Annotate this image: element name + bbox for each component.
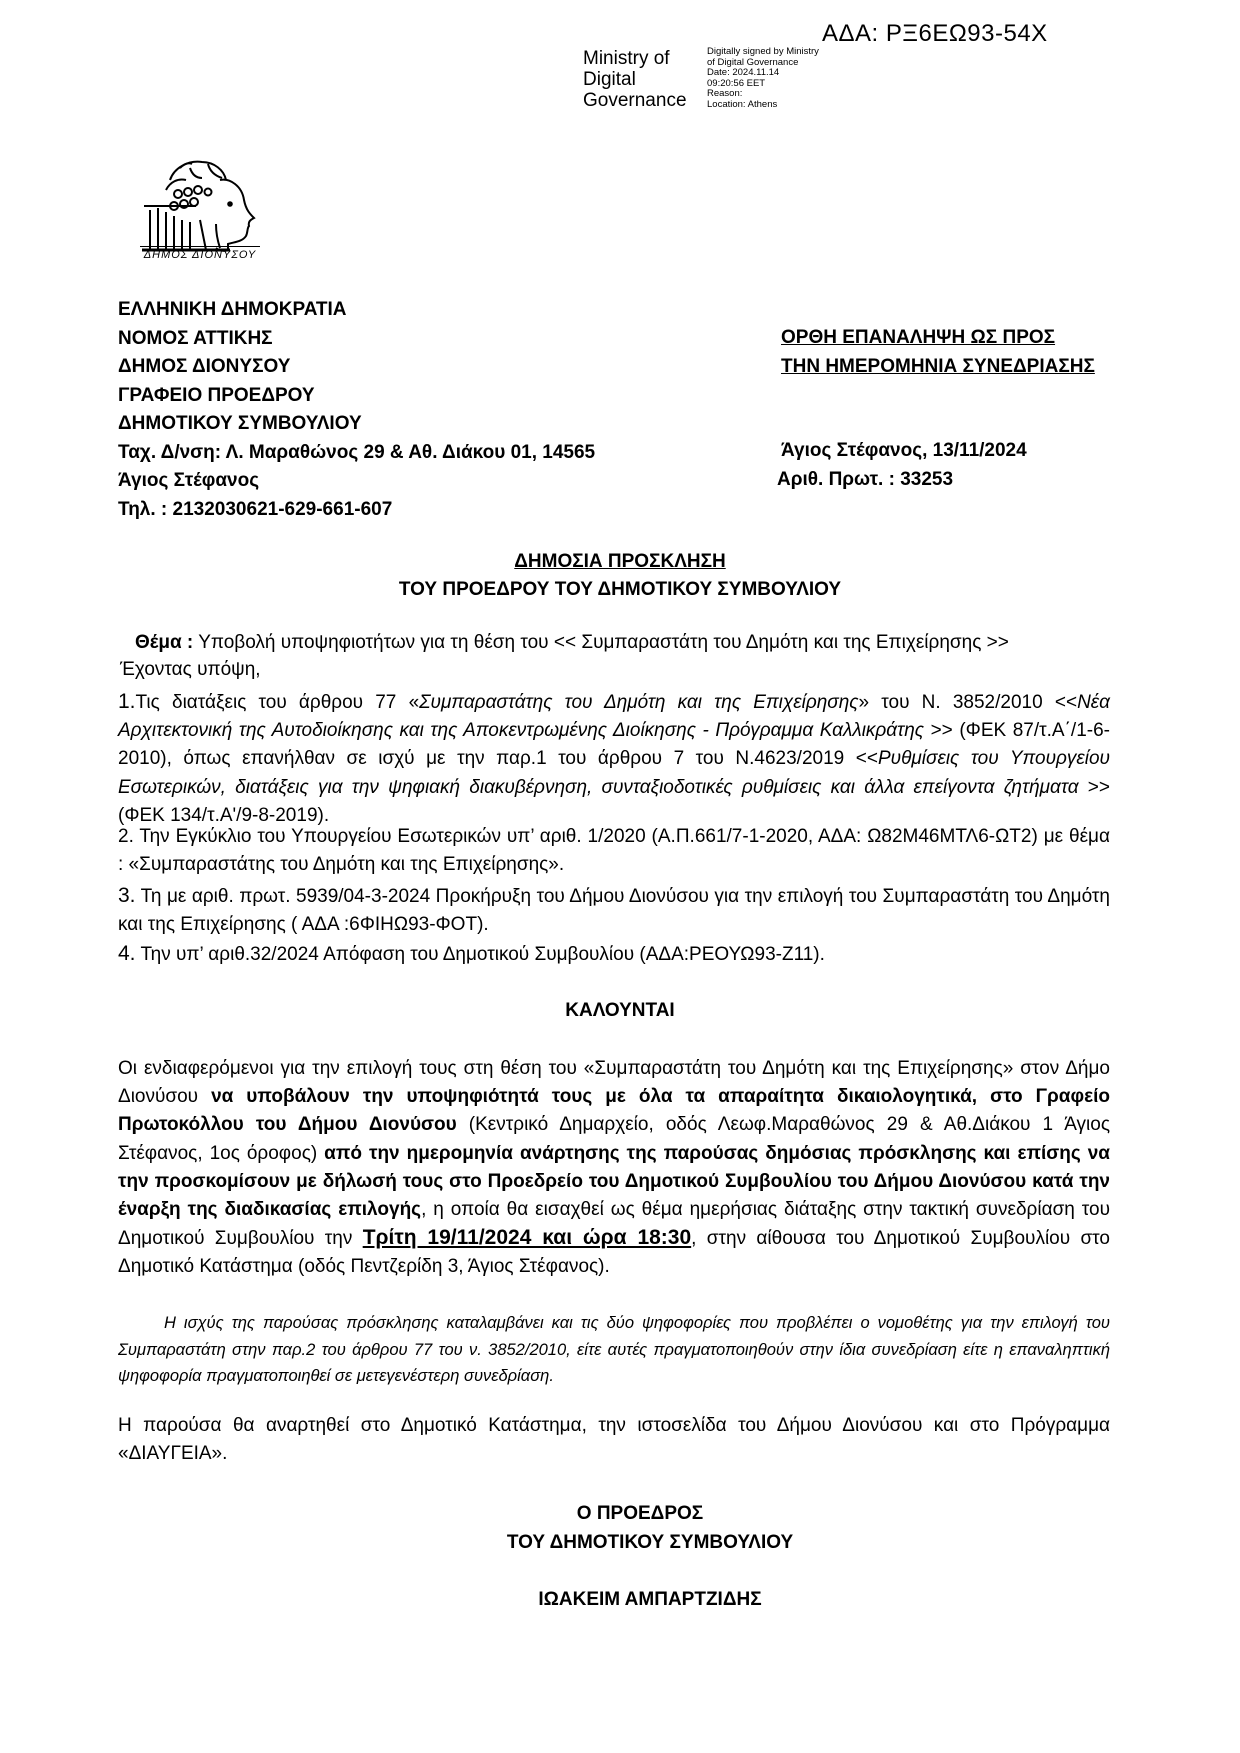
item-number: 3. bbox=[118, 884, 136, 907]
main-text: (Κεντρικό Δημαρχείο, οδός Λεωφ.Μαραθώνος 29 & Αθ.Διάκου 1 Άγιος Στέφανος, 1ος όροφος) bbox=[118, 1114, 1110, 1164]
signature-detail: 09:20:56 EET bbox=[707, 77, 766, 89]
subject-label: Θέμα : bbox=[135, 632, 194, 653]
reference-item-3 bbox=[118, 882, 1110, 939]
main-text-bold: από την ημερομηνία ανάρτησης της παρούσας δημόσιας πρόσκλησης και επίσης να την προσκομίσουν με δήλωσή τους στο Προεδρείο του Δημοτικού Συμβουλίου του Δήμου Διονύσου κατά την έναρξη της διαδικασίας επιλογής bbox=[118, 1142, 1110, 1221]
correction-line: ΟΡΘΗ ΕΠΑΝΑΛΗΨΗ ΩΣ ΠΡΟΣ bbox=[781, 327, 1056, 348]
signer-line: Ministry of bbox=[583, 48, 670, 69]
item-text: >> (ΦΕΚ 87/τ.Α΄/1-6-2010), όπως επανήλθαν σε ισχύ με την παρ.1 του άρθρου 7 του Ν.4623/2019 << bbox=[118, 720, 1110, 770]
item-text: Τη με αριθ. πρωτ. 5939/04-3-2024 Προκήρυξη του Δήμου Διονύσου για την επιλογή του Συμπαραστάτη του Δημότη και της Επιχείρησης ( ΑΔΑ :6ΦΙΗΩ93-ΦΟΤ). bbox=[118, 886, 1110, 936]
validity-note: Η ισχύς της παρούσας πρόσκλησης καταλαμβάνει και τις δύο ψηφοφορίες που προβλέπει ο νομοθέτης για την επιλογή του Συμπαραστάτη στην παρ.2 του άρθρου 77 του ν. 3852/2010, είτε αυτές πραγματοποιηθούν στην ίδια συνεδρίαση είτε η επαναληπτική ψηφοφορία πραγματοποιηθεί σε μετεγενέστερη συνεδρίαση. bbox=[118, 1314, 1110, 1385]
sender-header bbox=[118, 296, 595, 524]
protocol-number: Αριθ. Πρωτ. : 33253 bbox=[777, 468, 954, 490]
digital-signature-signer bbox=[583, 48, 687, 111]
publication-paragraph: Η παρούσα θα αναρτηθεί στο Δημοτικό Κατάστημα, την ιστοσελίδα του Δήμου Διονύσου και στο Πρόγραμμα «ΔΙΑΥΓΕΙΑ». bbox=[118, 1415, 1110, 1465]
correction-line: ΤΗΝ ΗΜΕΡΟΜΗΝΙΑ ΣΥΝΕΔΡΙΑΣΗΣ bbox=[781, 355, 1095, 377]
date-protocol-block bbox=[777, 437, 1027, 494]
signature-detail: Location: Athens bbox=[707, 98, 778, 110]
having-regard: Έχοντας υπόψη, bbox=[120, 659, 261, 680]
item-text: Τις διατάξεις του άρθρου 77 « bbox=[135, 692, 420, 713]
item-text-italic: Νέα Αρχιτεκτονική της Αυτοδιοίκησης και της Αποκεντρωμένης Διοίκησης - Πρόγραμμα Καλλικράτης bbox=[118, 692, 1110, 742]
signer-line: Digital bbox=[583, 69, 636, 90]
reference-item-2: 2. Την Εγκύκλιο του Υπουργείου Εσωτερικών υπ’ αριθ. 1/2020 (Α.Π.661/7-1-2020, ΑΔΑ: Ω82Μ46ΜΤΛ6-ΩΤ2) με θέμα : «Συμπαραστάτης του Δημότη και της Επιχείρησης». bbox=[118, 826, 1110, 876]
address-city: Άγιος Στέφανος bbox=[118, 470, 260, 491]
header-line: ΝΟΜΟΣ ΑΤΤΙΚΗΣ bbox=[118, 327, 273, 349]
reference-item-1 bbox=[118, 688, 1110, 830]
signoff-name: ΙΩΑΚΕΙΜ ΑΜΠΑΡΤΖΙΔΗΣ bbox=[538, 1589, 762, 1610]
header-line: ΔΗΜΟΤΙΚΟΥ ΣΥΜΒΟΥΛΙΟΥ bbox=[118, 413, 362, 434]
digital-signature-details bbox=[707, 47, 819, 110]
address-line: Ταχ. Δ/νση: Λ. Μαραθώνος 29 & Αθ. Διάκου 01, 14565 bbox=[118, 441, 596, 463]
subject-text: Υποβολή υποψηφιοτήτων για τη θέση του << Συμπαραστάτη του Δημότη και της Επιχείρησης >> bbox=[193, 632, 1009, 653]
signer-line: Governance bbox=[583, 90, 687, 111]
municipality-logo-caption: ΔΗΜΟΣ ΔΙΟΝΥΣΟΥ bbox=[140, 246, 260, 261]
item-number: 1. bbox=[118, 690, 136, 713]
title-line-1: ΔΗΜΟΣΙΑ ΠΡΟΣΚΛΗΣΗ bbox=[514, 551, 726, 572]
signoff-title-2: ΤΟΥ ΔΗΜΟΤΙΚΟΥ ΣΥΜΒΟΥΛΙΟΥ bbox=[506, 1532, 794, 1553]
header-line: ΓΡΑΦΕΙΟ ΠΡΟΕΔΡΟΥ bbox=[118, 384, 315, 406]
item-text: » του Ν. 3852/2010 << bbox=[858, 692, 1078, 713]
signature-detail: of Digital Governance bbox=[707, 56, 799, 68]
main-text: Οι ενδιαφερόμενοι για την επιλογή τους στη θέση του «Συμπαραστάτη του Δημότη και της Επιχείρησης» στον Δήμο Διονύσου bbox=[118, 1058, 1110, 1108]
item-number: 4. bbox=[118, 942, 136, 965]
meeting-datetime: Τρίτη 19/11/2024 και ώρα 18:30 bbox=[362, 1226, 692, 1250]
header-line: ΕΛΛΗΝΙΚΗ ΔΗΜΟΚΡΑΤΙΑ bbox=[118, 299, 347, 320]
correction-note bbox=[781, 324, 1095, 381]
document-title bbox=[0, 548, 1240, 604]
title-line-2: ΤΟΥ ΠΡΟΕΔΡΟΥ ΤΟΥ ΔΗΜΟΤΙΚΟΥ ΣΥΜΒΟΥΛΙΟΥ bbox=[398, 579, 842, 600]
item-text-italic: Ρυθμίσεις του Υπουργείου Εσωτερικών, διατάξεις για την ψηφιακή διακυβέρνηση, συνταξιοδοτικές ρυθμίσεις και άλλα επείγοντα ζητήματα bbox=[118, 748, 1110, 798]
signature-detail: Reason: bbox=[707, 88, 743, 99]
phone-line: Τηλ. : 2132030621-629-661-607 bbox=[118, 498, 393, 520]
main-text-bold: να υποβάλουν την υποψηφιότητά τους με όλα τα απαραίτητα δικαιολογητικά, στο Γραφείο Πρωτοκόλλου του Δήμου Διονύσου bbox=[118, 1086, 1110, 1136]
signature-detail: Date: 2024.11.14 bbox=[707, 67, 780, 78]
place-date: Άγιος Στέφανος, 13/11/2024 bbox=[781, 440, 1027, 461]
call-heading: ΚΑΛΟΥΝΤΑΙ bbox=[565, 1000, 675, 1021]
subject-line bbox=[135, 632, 1009, 654]
main-text: , η οποία θα εισαχθεί ως θέμα ημερήσιας διάταξης στην τακτική συνεδρίαση του Δημοτικού Συμβουλίου την bbox=[118, 1199, 1111, 1250]
signature-detail: Digitally signed by Ministry bbox=[707, 46, 819, 57]
item-text: Την υπ’ αριθ.32/2024 Απόφαση του Δημοτικού Συμβουλίου (ΑΔΑ:ΡΕΟΥΩ93-Ζ11). bbox=[135, 944, 825, 965]
main-paragraph bbox=[118, 1055, 1110, 1282]
ada-code: ΑΔΑ: ΡΞ6ΕΩ93-54Χ bbox=[822, 20, 1048, 47]
signoff-title: Ο ΠΡΟΕΔΡΟΣ bbox=[576, 1503, 704, 1524]
item-text-italic: Συμπαραστάτης του Δημότη και της Επιχείρησης bbox=[419, 692, 859, 713]
main-text: , στην αίθουσα του Δημοτικού Συμβουλίου στο Δημοτικό Κατάστημα (οδός Πεντζερίδη 3, Άγιος Στέφανος). bbox=[118, 1228, 1110, 1278]
header-line: ΔΗΜΟΣ ΔΙΟΝΥΣΟΥ bbox=[118, 356, 291, 377]
item-text: >> (ΦΕΚ 134/τ.Α'/9-8-2019). bbox=[118, 776, 1110, 826]
reference-item-4 bbox=[118, 940, 1110, 969]
